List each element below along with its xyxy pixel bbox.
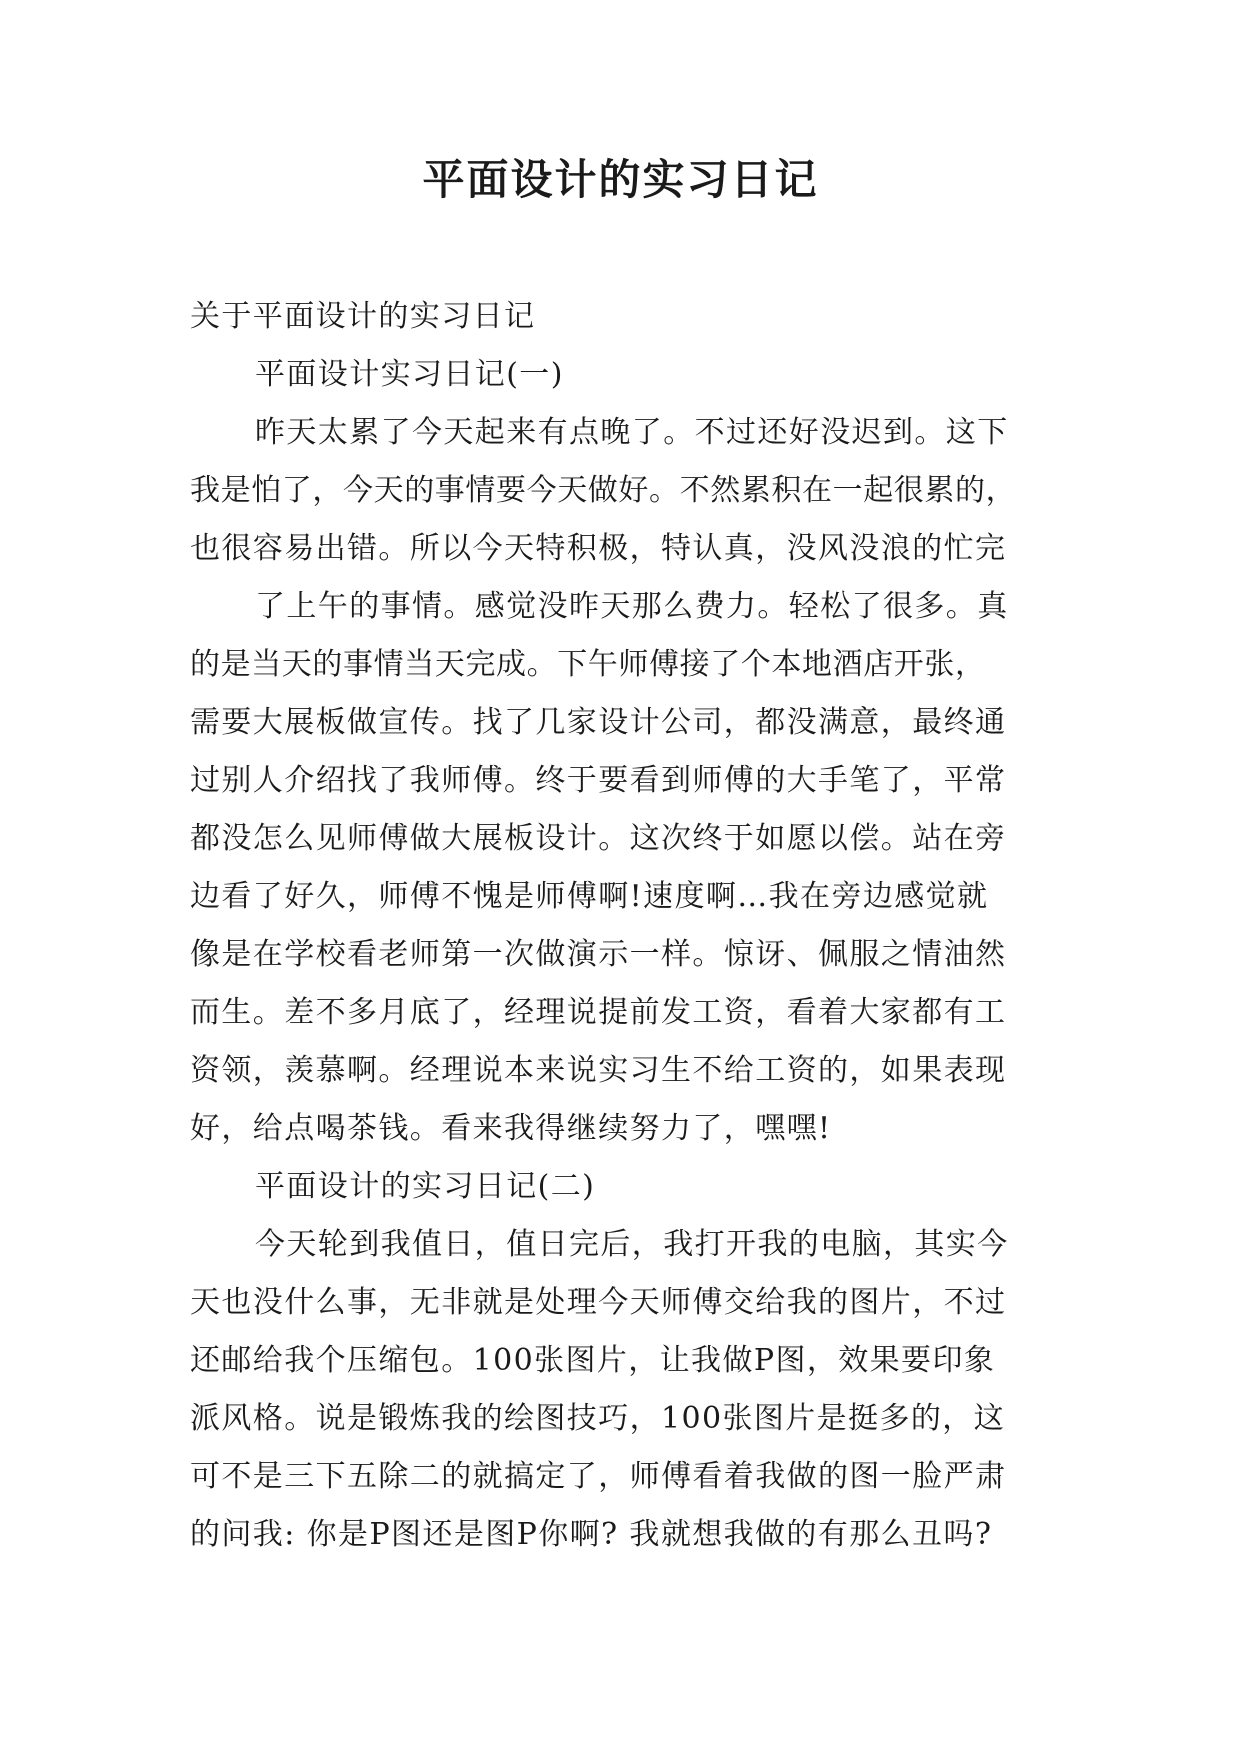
paragraph-line: 的是当天的事情当天完成。下午师傅接了个本地酒店开张，	[190, 647, 986, 682]
paragraph-line: 也很容易出错。所以今天特积极，特认真，没风没浪的忙完	[190, 531, 1007, 566]
document-body	[190, 288, 1050, 1564]
paragraph-line: 好，给点喝茶钱。看来我得继续努力了，嘿嘿!	[190, 1111, 832, 1146]
paragraph-line: 我是怕了，今天的事情要今天做好。不然累积在一起很累的，	[190, 473, 1017, 508]
paragraph-line: 像是在学校看老师第一次做演示一样。惊讶、佩服之情油然	[190, 937, 1007, 972]
section-heading-2: 平面设计的实习日记(二)	[255, 1169, 596, 1204]
document-title: 平面设计的实习日记	[422, 155, 819, 204]
paragraph-line: 的问我: 你是P图还是图P你啊? 我就想我做的有那么丑吗?	[190, 1517, 993, 1552]
paragraph-line: 边看了好久，师傅不愧是师傅啊!速度啊…我在旁边感觉就	[190, 879, 989, 914]
paragraph-line: 还邮给我个压缩包。100张图片，让我做P图，效果要印象	[190, 1343, 996, 1378]
paragraph-line: 了上午的事情。感觉没昨天那么费力。轻松了很多。真	[255, 589, 1009, 624]
document-subtitle: 关于平面设计的实习日记	[190, 299, 536, 334]
paragraph-line: 派风格。说是锻炼我的绘图技巧，100张图片是挺多的，这	[190, 1401, 1006, 1436]
paragraph-line: 都没怎么见师傅做大展板设计。这次终于如愿以偿。站在旁	[190, 821, 1007, 856]
paragraph-line: 天也没什么事，无非就是处理今天师傅交给我的图片，不过	[190, 1285, 1007, 1320]
paragraph-line: 今天轮到我值日，值日完后，我打开我的电脑，其实今	[255, 1227, 1009, 1262]
paragraph-line: 可不是三下五除二的就搞定了，师傅看着我做的图一脸严肃	[190, 1459, 1007, 1494]
paragraph-line: 昨天太累了今天起来有点晚了。不过还好没迟到。这下	[255, 415, 1009, 450]
paragraph-line: 需要大展板做宣传。找了几家设计公司，都没满意，最终通	[190, 705, 1007, 740]
section-heading-1: 平面设计实习日记(一)	[255, 357, 564, 392]
paragraph-line: 过别人介绍找了我师傅。终于要看到师傅的大手笔了，平常	[190, 763, 1007, 798]
paragraph-line: 资领，羡慕啊。经理说本来说实习生不给工资的，如果表现	[190, 1053, 1007, 1088]
paragraph-line: 而生。差不多月底了，经理说提前发工资，看着大家都有工	[190, 995, 1007, 1030]
